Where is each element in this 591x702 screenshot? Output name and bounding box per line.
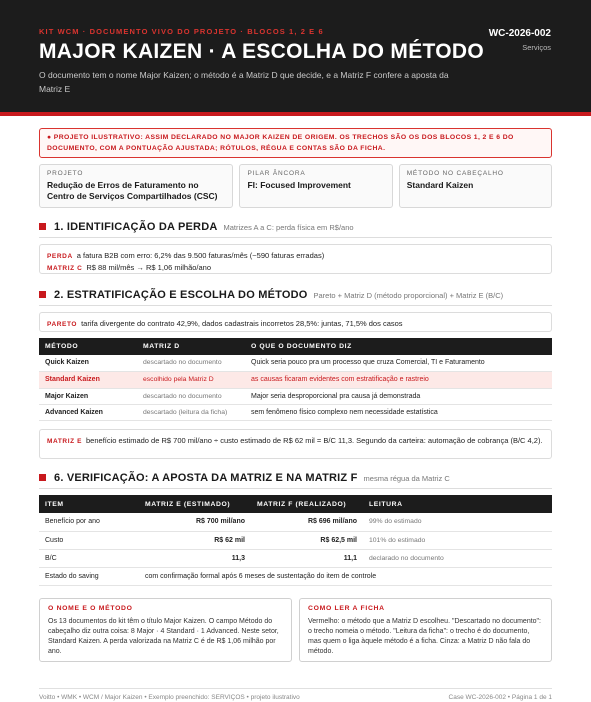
card-value: Standard Kaizen	[406, 180, 474, 190]
section-rule	[39, 237, 552, 238]
kicker: KIT WCM · DOCUMENTO VIVO DO PROJETO · BLOCOS 1, 2 E 6	[39, 27, 324, 36]
section-subtitle: Matrizes A a C: perda física em R$/ano	[223, 223, 354, 232]
says-cell: Major seria desproporcional pra causa já demonstrada	[245, 388, 552, 404]
realized-cell: R$ 696 mil/ano	[251, 513, 363, 531]
panel-body: Vermelho: o método que a Matriz D escolheu. "Descartado no documento": o trecho nomeia o método. "Leitura da ficha": o trecho é do documento, mas quem o liga àquele método é a ficha. Cinza: a Matriz D não fala do método.	[308, 618, 541, 655]
how-to-read-panel	[299, 598, 552, 662]
section-6-heading	[39, 472, 450, 484]
matrix-d-cell: escolhido pela Matriz D	[137, 371, 245, 388]
section-marker-icon	[39, 223, 46, 230]
footer-left: Voitto • WMK • WCM / Major Kaizen • Exemplo preenchido: SERVIÇOS • projeto ilustrativo	[39, 694, 300, 701]
section-rule	[39, 305, 552, 306]
pareto-tag: PARETO	[47, 321, 78, 328]
table-row	[39, 567, 552, 585]
page-title: MAJOR KAIZEN · A ESCOLHA DO MÉTODO	[39, 40, 484, 63]
says-cell: sem fenômeno físico complexo nem necessidade estatística	[245, 404, 552, 420]
card-label: PILAR ÂNCORA	[247, 170, 306, 177]
section-marker-icon	[39, 474, 46, 481]
reading-cell: 99% do estimado	[363, 513, 552, 531]
illustrative-notice: ● PROJETO ILUSTRATIVO: ASSIM DECLARADO NO MAJOR KAIZEN DE ORIGEM. OS TRECHOS SÃO OS DOS BLOCOS 1, 2 E 6 DO DOCUMENTO, COM A PONTUAÇÃO AJUSTADA; RÓTULOS, RÉGUA E CONTAS SÃO DA FICHA.	[39, 128, 552, 158]
panel-title: O NOME E O MÉTODO	[48, 605, 133, 612]
estimated-cell: 11,3	[139, 549, 251, 567]
realized-cell: 11,1	[251, 549, 363, 567]
section-subtitle: Pareto + Matriz D (método proporcional) + Matriz E (B/C)	[313, 291, 504, 300]
table-row	[39, 404, 552, 420]
item-cell: Custo	[39, 531, 139, 549]
card-label: PROJETO	[47, 170, 84, 177]
table-row	[39, 531, 552, 549]
table-row	[39, 549, 552, 567]
card-value: FI: Focused Improvement	[247, 180, 351, 190]
matrix-e-text: benefício estimado de R$ 700 mil/ano ÷ custo estimado de R$ 62 mil = B/C 11,3. Segundo da carteira: automação de cobrança (B/C 4,2).	[86, 436, 543, 445]
table-row	[39, 388, 552, 404]
section-marker-icon	[39, 291, 46, 298]
document-code: WC-2026-002	[488, 28, 551, 39]
matrix-d-cell: descartado no documento	[137, 388, 245, 404]
section-title: 6. VERIFICAÇÃO: A APOSTA DA MATRIZ E NA MATRIZ F	[54, 472, 358, 484]
panel-title: COMO LER A FICHA	[308, 605, 385, 612]
table-row	[39, 355, 552, 371]
section-rule	[39, 488, 552, 489]
pareto-text: tarifa divergente do contrato 42,9%, dados cadastrais incorretos 28,5%: juntas, 71,5% dos casos	[81, 319, 403, 328]
document-department: Serviços	[522, 43, 551, 52]
column-header: MATRIZ E (ESTIMADO)	[139, 495, 251, 513]
matrix-c-tag: MATRIZ C	[47, 265, 83, 272]
item-cell: Benefício por ano	[39, 513, 139, 531]
matrix-e-box	[39, 429, 552, 459]
reading-cell: declarado no documento	[363, 549, 552, 567]
section-title: 2. ESTRATIFICAÇÃO E ESCOLHA DO MÉTODO	[54, 289, 308, 301]
method-cell: Major Kaizen	[39, 388, 137, 404]
method-table	[39, 338, 552, 421]
header-accent-bar	[0, 112, 591, 116]
matrix-c-text: R$ 88 mil/mês → R$ 1,06 milhão/ano	[86, 263, 212, 272]
page-subtitle: O documento tem o nome Major Kaizen; o método é a Matriz D que decide, e a Matriz F confere a aposta da Matriz E	[39, 70, 449, 94]
estimated-cell: R$ 700 mil/ano	[139, 513, 251, 531]
column-header: O QUE O DOCUMENTO DIZ	[245, 338, 552, 355]
name-and-method-panel	[39, 598, 292, 662]
table-row	[39, 513, 552, 531]
footer-right: Case WC-2026-002 • Página 1 de 1	[448, 694, 552, 701]
panel-body: Os 13 documentos do kit têm o título Major Kaizen. O campo Método do cabeçalho diz outra coisa: 8 Major · 4 Standard · 1 Advanced. Neste setor, Standard Kaizen. A perda valorizada na Matriz C é de R$ 1,06 milhão por ano.	[48, 618, 279, 655]
pareto-box	[39, 312, 552, 332]
loss-box	[39, 244, 552, 274]
matrix-d-cell: descartado no documento	[137, 355, 245, 371]
summary-cards	[39, 164, 552, 208]
section-subtitle: mesma régua da Matriz C	[363, 474, 450, 483]
loss-text: a fatura B2B com erro: 6,2% das 9.500 faturas/mês (~590 faturas erradas)	[76, 251, 325, 260]
method-cell: Quick Kaizen	[39, 355, 137, 371]
card-label: MÉTODO NO CABEÇALHO	[406, 170, 504, 177]
card-method	[399, 164, 552, 208]
verification-table	[39, 495, 552, 586]
section-1-heading	[39, 221, 354, 233]
section-title: 1. IDENTIFICAÇÃO DA PERDA	[54, 221, 218, 233]
section-2-heading	[39, 289, 503, 301]
card-pillar	[239, 164, 392, 208]
says-cell: Quick seria pouco pra um processo que cruza Comercial, TI e Faturamento	[245, 355, 552, 371]
matrix-d-cell: descartado (leitura da ficha)	[137, 404, 245, 420]
estimated-cell: R$ 62 mil	[139, 531, 251, 549]
column-header: ITEM	[39, 495, 139, 513]
card-project	[39, 164, 233, 208]
item-cell: B/C	[39, 549, 139, 567]
method-cell: Standard Kaizen	[39, 371, 137, 388]
column-header: MÉTODO	[39, 338, 137, 355]
table-header-row	[39, 495, 552, 513]
card-value: Redução de Erros de Faturamento no Centro de Serviços Compartilhados (CSC)	[47, 180, 218, 201]
column-header: LEITURA	[363, 495, 552, 513]
says-cell: as causas ficaram evidentes com estratificação e rastreio	[245, 371, 552, 388]
column-header: MATRIZ F (REALIZADO)	[251, 495, 363, 513]
loss-tag: PERDA	[47, 253, 73, 260]
item-cell: Estado do saving	[39, 567, 139, 585]
realized-cell: R$ 62,5 mil	[251, 531, 363, 549]
method-cell: Advanced Kaizen	[39, 404, 137, 420]
table-header-row	[39, 338, 552, 355]
saving-cell: com confirmação formal após 6 meses de sustentação do item de controle	[139, 567, 552, 585]
reading-cell: 101% do estimado	[363, 531, 552, 549]
table-row-selected	[39, 371, 552, 388]
footer-rule	[39, 688, 552, 689]
column-header: MATRIZ D	[137, 338, 245, 355]
matrix-e-tag: MATRIZ E	[47, 438, 83, 445]
